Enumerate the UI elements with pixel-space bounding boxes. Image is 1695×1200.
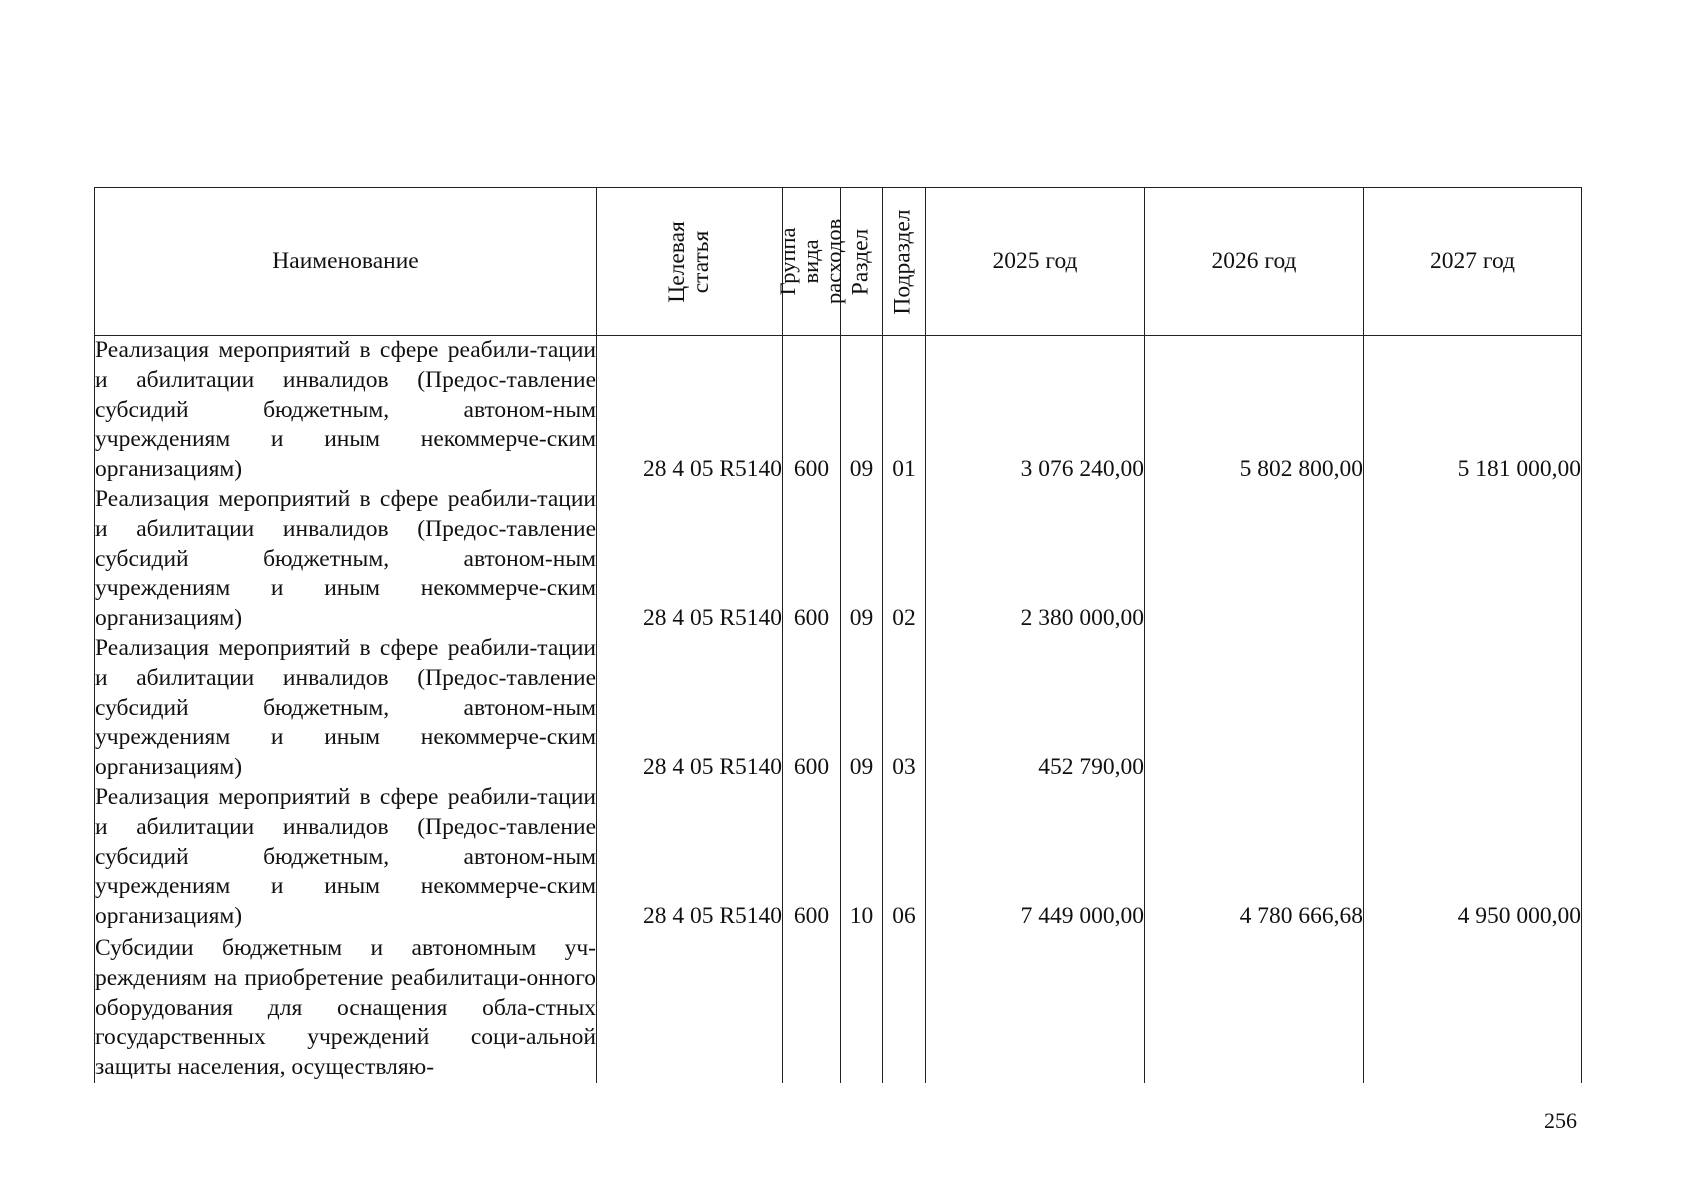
row-name: Реализация мероприятий в сфере реабили-тации и абилитации инвалидов (Предос-тавление субсидий бюджетным, автоном-ным учреждениям и иным некоммерче-ским организациям) bbox=[95, 783, 597, 932]
table-row bbox=[95, 932, 1582, 1083]
table-row bbox=[95, 634, 1582, 783]
row-expense-group: 600 bbox=[783, 783, 841, 932]
budget-table bbox=[94, 187, 1582, 1083]
header-row bbox=[95, 188, 1582, 336]
row-amount-2025 bbox=[926, 932, 1145, 1083]
table-row bbox=[95, 336, 1582, 485]
row-amount-2025: 452 790,00 bbox=[926, 634, 1145, 783]
header-section-text: Раздел bbox=[847, 228, 874, 295]
header-year-2027: 2027 год bbox=[1364, 188, 1582, 336]
row-amount-2026: 4 780 666,68 bbox=[1145, 783, 1364, 932]
row-subsection bbox=[883, 932, 926, 1083]
row-subsection: 03 bbox=[883, 634, 926, 783]
row-amount-2026: 5 802 800,00 bbox=[1145, 336, 1364, 485]
row-expense-group: 600 bbox=[783, 634, 841, 783]
row-target-article: 28 4 05 R5140 bbox=[597, 783, 783, 932]
header-expense-group bbox=[775, 188, 846, 336]
header-subsection-text: Подраздел bbox=[890, 208, 917, 315]
header-name: Наименование bbox=[95, 188, 597, 336]
row-section bbox=[841, 932, 883, 1083]
row-amount-2026 bbox=[1145, 932, 1364, 1083]
row-amount-2025: 2 380 000,00 bbox=[926, 485, 1145, 634]
header-target-article bbox=[597, 188, 783, 336]
row-section: 09 bbox=[841, 634, 883, 783]
row-name: Субсидии бюджетным и автономным уч-реждениям на приобретение реабилитаци-онного оборудования для оснащения обла-стных государственных учреждений соци-альной защиты населения, осуществляю- bbox=[95, 932, 597, 1083]
row-name: Реализация мероприятий в сфере реабили-тации и абилитации инвалидов (Предос-тавление субсидий бюджетным, автоном-ным учреждениям и иным некоммерче-ским организациям) bbox=[95, 336, 597, 485]
row-name: Реализация мероприятий в сфере реабили-тации и абилитации инвалидов (Предос-тавление субсидий бюджетным, автоном-ным учреждениям и иным некоммерче-ским организациям) bbox=[95, 634, 597, 783]
row-target-article: 28 4 05 R5140 bbox=[597, 336, 783, 485]
row-amount-2026 bbox=[1145, 485, 1364, 634]
row-section: 09 bbox=[841, 336, 883, 485]
row-target-article: 28 4 05 R5140 bbox=[597, 634, 783, 783]
row-amount-2027: 4 950 000,00 bbox=[1364, 783, 1582, 932]
row-amount-2026 bbox=[1145, 634, 1364, 783]
table-row bbox=[95, 485, 1582, 634]
row-target-article bbox=[597, 932, 783, 1083]
header-year-2026: 2026 год bbox=[1145, 188, 1364, 336]
row-expense-group: 600 bbox=[783, 485, 841, 634]
header-subsection bbox=[883, 188, 926, 336]
row-section: 10 bbox=[841, 783, 883, 932]
header-year-2025: 2025 год bbox=[926, 188, 1145, 336]
row-subsection: 01 bbox=[883, 336, 926, 485]
row-amount-2025: 7 449 000,00 bbox=[926, 783, 1145, 932]
page-number: 256 bbox=[1544, 1108, 1577, 1133]
row-amount-2025: 3 076 240,00 bbox=[926, 336, 1145, 485]
header-expense-group-text: Группа вида расходов bbox=[775, 218, 846, 305]
row-target-article: 28 4 05 R5140 bbox=[597, 485, 783, 634]
row-expense-group: 600 bbox=[783, 336, 841, 485]
table-row bbox=[95, 783, 1582, 932]
header-section bbox=[841, 188, 883, 336]
row-amount-2027 bbox=[1364, 634, 1582, 783]
row-expense-group bbox=[783, 932, 841, 1083]
row-name: Реализация мероприятий в сфере реабили-тации и абилитации инвалидов (Предос-тавление субсидий бюджетным, автоном-ным учреждениям и иным некоммерче-ским организациям) bbox=[95, 485, 597, 634]
row-subsection: 06 bbox=[883, 783, 926, 932]
row-section: 09 bbox=[841, 485, 883, 634]
row-amount-2027 bbox=[1364, 932, 1582, 1083]
row-amount-2027 bbox=[1364, 485, 1582, 634]
header-target-article-text: Целевая статья bbox=[663, 220, 714, 303]
row-subsection: 02 bbox=[883, 485, 926, 634]
row-amount-2027: 5 181 000,00 bbox=[1364, 336, 1582, 485]
